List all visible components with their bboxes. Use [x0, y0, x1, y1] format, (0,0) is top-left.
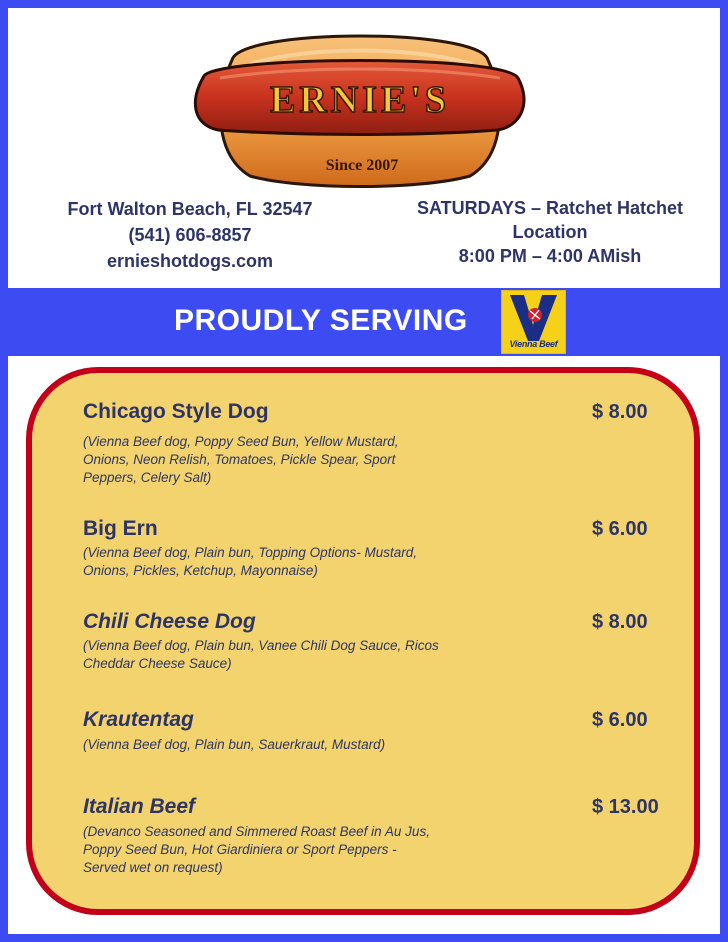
- menu-item-price: $ 13.00: [592, 796, 659, 818]
- menu-item-name: Big Ern: [83, 517, 158, 540]
- menu-item-name: Krautentag: [83, 708, 194, 731]
- menu-item-name: Chicago Style Dog: [83, 400, 269, 423]
- menu-item-name: Italian Beef: [83, 795, 196, 818]
- since-label: Since 2007: [325, 157, 399, 174]
- menu-item-name: Chili Cheese Dog: [83, 610, 256, 633]
- schedule-hours: 8:00 PM – 4:00 AMish: [458, 246, 642, 266]
- vienna-beef-label: Vienna Beef: [509, 339, 558, 349]
- menu-item-description: (Vienna Beef dog, Plain bun, Sauerkraut, Mustard): [83, 737, 386, 752]
- phone-text: (541) 606-8857: [128, 225, 252, 245]
- contact-block: [50, 196, 330, 274]
- vienna-beef-logo: [501, 290, 566, 354]
- menu-item-price: $ 8.00: [592, 401, 648, 423]
- menu-item-price: $ 6.00: [592, 709, 648, 731]
- banner-title: PROUDLY SERVING: [174, 304, 468, 337]
- website-text: ernieshotdogs.com: [106, 251, 274, 271]
- menu-item-description: (Vienna Beef dog, Poppy Seed Bun, Yellow Mustard, Onions, Neon Relish, Tomatoes, Pickle Spear, Sport Peppers, Celery Salt): [83, 434, 399, 485]
- hot-dog-logo: [180, 20, 540, 188]
- schedule-day: SATURDAYS – Ratchet Hatchet: [416, 198, 684, 218]
- menu-item-price: $ 8.00: [592, 611, 648, 633]
- menu-item-description: (Devanco Seasoned and Simmered Roast Beef in Au Jus, Poppy Seed Bun, Hot Giardiniera or Sport Peppers - Served wet on request): [83, 824, 430, 875]
- schedule-location: Location: [512, 222, 588, 242]
- menu-item-description: (Vienna Beef dog, Plain bun, Vanee Chili Dog Sauce, Ricos Cheddar Cheese Sauce): [83, 638, 439, 671]
- schedule-block: [400, 196, 700, 268]
- menu-item-price: $ 6.00: [592, 518, 648, 540]
- menu-item-description: (Vienna Beef dog, Plain bun, Topping Options- Mustard, Onions, Pickles, Ketchup, Mayonnaise): [83, 545, 417, 578]
- logo-wordmark: ERNIE'S: [269, 79, 451, 121]
- address-text: Fort Walton Beach, FL 32547: [67, 199, 313, 219]
